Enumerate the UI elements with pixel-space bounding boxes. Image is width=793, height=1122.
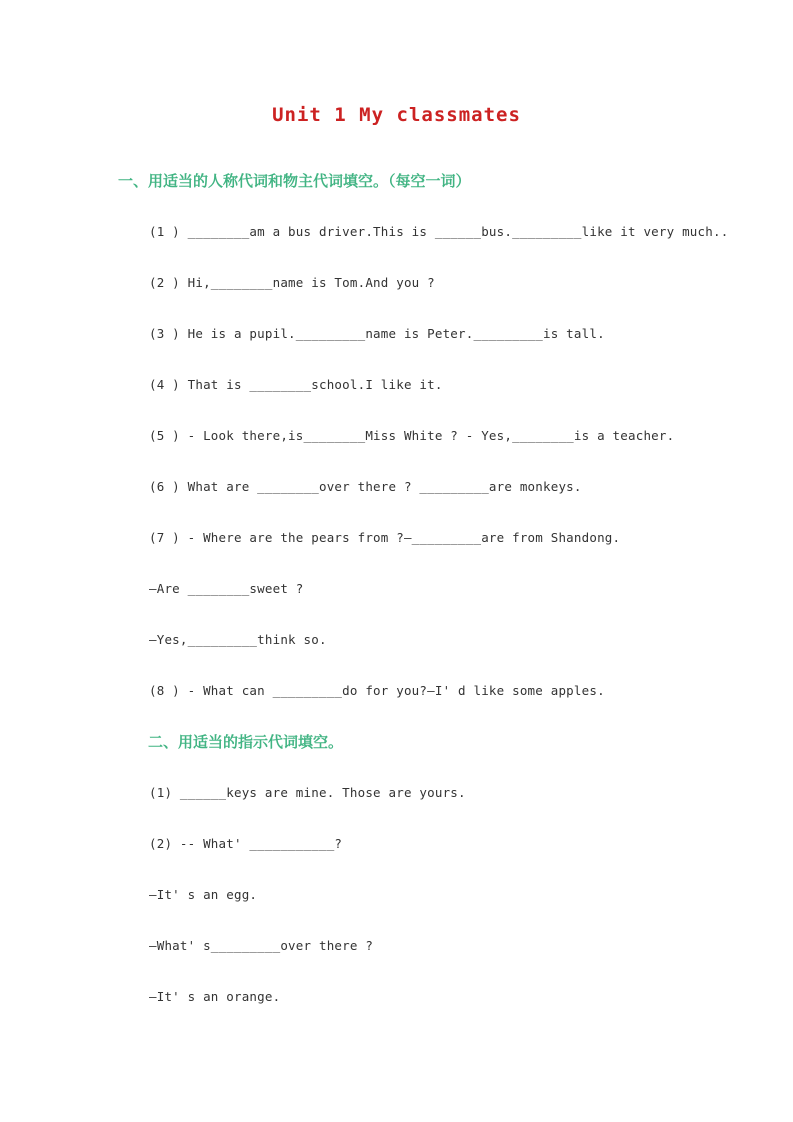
worksheet-section-2 xyxy=(0,733,793,1006)
worksheet-line: —What' s_________over there ? xyxy=(149,938,374,953)
worksheet-line: (6 ) What are ________over there ? _________are monkeys. xyxy=(149,479,582,494)
worksheet-line: —It' s an orange. xyxy=(149,989,281,1004)
worksheet-sections xyxy=(0,172,793,1006)
worksheet-section-1 xyxy=(0,172,793,700)
worksheet-line: (2 ) Hi,________name is Tom.And you ? xyxy=(149,275,435,290)
worksheet-line: —It' s an egg. xyxy=(149,887,258,902)
worksheet-line: (4 ) That is ________school.I like it. xyxy=(149,377,443,392)
worksheet-line: (8 ) - What can _________do for you?—I' d like some apples. xyxy=(149,683,605,698)
worksheet-line: (7 ) - Where are the pears from ?—_________are from Shandong. xyxy=(149,530,621,545)
worksheet-line: (5 ) - Look there,is________Miss White ? - Yes,________is a teacher. xyxy=(149,428,675,443)
worksheet-line: (1 ) ________am a bus driver.This is ______bus._________like it very much.. xyxy=(149,224,729,239)
worksheet-line: —Yes,_________think so. xyxy=(149,632,327,647)
worksheet-line: (1) ______keys are mine. Those are yours. xyxy=(149,785,466,800)
section-lines xyxy=(0,784,793,1006)
worksheet-line: (3 ) He is a pupil._________name is Peter._________is tall. xyxy=(149,326,605,341)
worksheet-line: —Are ________sweet ? xyxy=(149,581,304,596)
section-lines xyxy=(0,223,793,700)
section-1-heading: 一、用适当的人称代词和物主代词填空。（每空一词） xyxy=(118,172,471,190)
worksheet-line: (2) -- What' ___________? xyxy=(149,836,343,851)
page-title: Unit 1 My classmates xyxy=(272,104,521,126)
section-2-heading: 二、用适当的指示代词填空。 xyxy=(148,733,344,751)
